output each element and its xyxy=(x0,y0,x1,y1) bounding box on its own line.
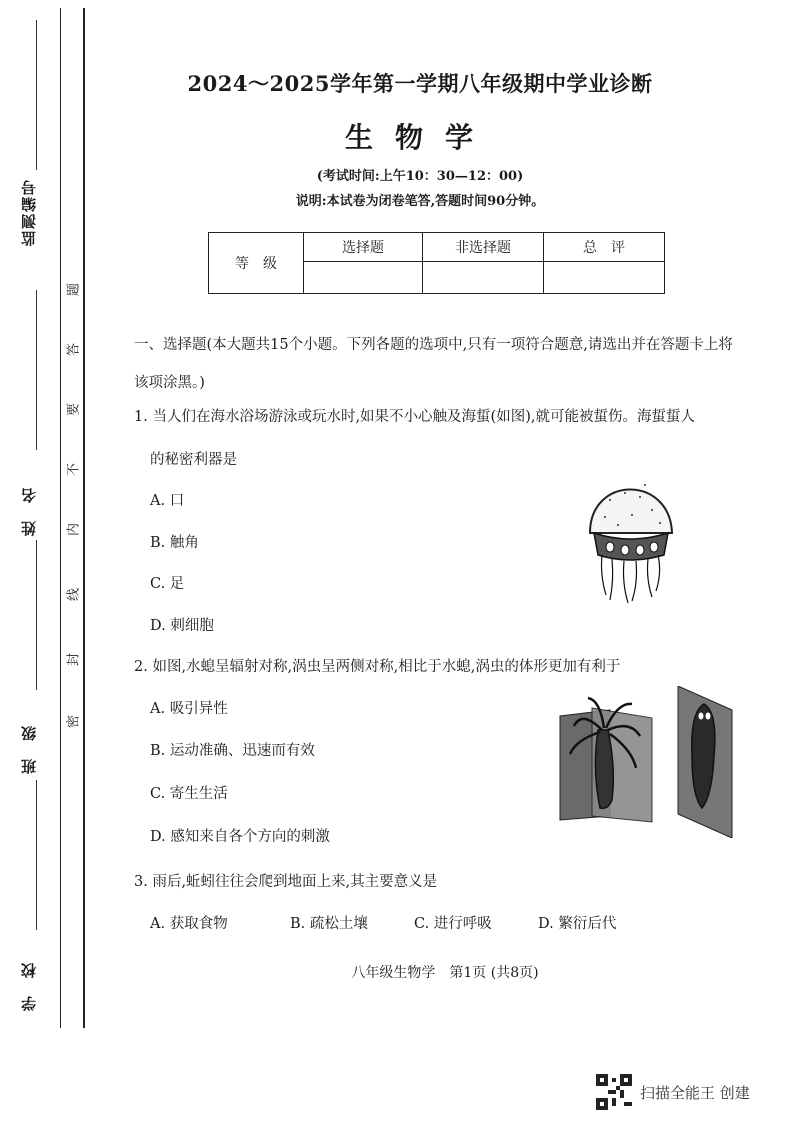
fill-line-school xyxy=(36,780,37,930)
seal-char: 不 xyxy=(66,463,82,477)
hydra-illustration xyxy=(552,690,656,826)
qr-code-icon xyxy=(596,1074,632,1110)
grade-table xyxy=(208,232,665,294)
seal-char: 密 xyxy=(66,715,82,729)
grade-row-label: 等 级 xyxy=(209,233,304,294)
label-school: 学校 xyxy=(20,945,38,1011)
label-name: 姓名 xyxy=(20,470,38,536)
question-1-stem: 1. 当人们在海水浴场游泳或玩水时,如果不小心触及海蜇(如图),就可能被蜇伤。海蜇蜇人 xyxy=(134,409,695,425)
page-footer: 八年级生物学 第1页 (共8页) xyxy=(351,965,539,981)
margin-line-outer xyxy=(60,8,61,1028)
grade-col-nonchoice: 非选择题 xyxy=(423,233,544,262)
question-2-option-b[interactable]: B. 运动准确、迅速而有效 xyxy=(150,743,315,759)
section-heading: 一、选择题(本大题共15个小题。下列各题的选项中,只有一项符合题意,请选出并在答题卡上将该项涂黑。) xyxy=(134,337,733,391)
seal-char: 线 xyxy=(66,588,82,602)
watermark-text: 扫描全能王 创建 xyxy=(640,1083,750,1102)
exam-time: (考试时间:上午10：30—12：00) xyxy=(316,169,524,184)
question-3-option-b[interactable]: B. 疏松土壤 xyxy=(290,916,368,932)
question-3-option-d[interactable]: D. 繁衍后代 xyxy=(538,916,617,932)
question-3-option-c[interactable]: C. 进行呼吸 xyxy=(414,916,492,932)
label-class: 班级 xyxy=(20,708,38,774)
fill-line-class xyxy=(36,540,37,690)
seal-char: 题 xyxy=(66,283,82,297)
margin-line-inner xyxy=(83,8,85,1028)
seal-char: 封 xyxy=(66,653,82,667)
question-1-option-c[interactable]: C. 足 xyxy=(150,576,185,592)
question-1-option-a[interactable]: A. 口 xyxy=(150,493,185,509)
seal-char: 答 xyxy=(66,343,82,357)
fill-line-monitor-number xyxy=(36,20,37,170)
question-1-stem-cont: 的秘密利器是 xyxy=(150,452,237,468)
question-2-option-a[interactable]: A. 吸引异性 xyxy=(150,701,228,717)
question-1-option-d[interactable]: D. 刺细胞 xyxy=(150,618,214,634)
fill-line-name xyxy=(36,290,37,450)
grade-cell-total[interactable] xyxy=(544,262,665,294)
question-3-option-a[interactable]: A. 获取食物 xyxy=(150,916,228,932)
planarian-illustration xyxy=(674,686,736,838)
seal-char: 要 xyxy=(66,403,82,417)
scanner-watermark xyxy=(596,1074,750,1110)
grade-cell-nonchoice[interactable] xyxy=(423,262,544,294)
question-3-stem: 3. 雨后,蚯蚓往往会爬到地面上来,其主要意义是 xyxy=(134,874,438,890)
grade-col-choice: 选择题 xyxy=(304,233,423,262)
question-2-stem: 2. 如图,水螅呈辐射对称,涡虫呈两侧对称,相比于水螅,涡虫的体形更加有利于 xyxy=(134,659,621,675)
question-2-option-d[interactable]: D. 感知来自各个方向的刺激 xyxy=(150,829,330,845)
jellyfish-illustration xyxy=(580,455,680,605)
exam-title: 2024～2025学年第一学期八年级期中学业诊断 xyxy=(187,71,653,96)
grade-cell-choice[interactable] xyxy=(304,262,423,294)
label-monitor-number: 监测编号 xyxy=(20,178,38,246)
subject-title: 生物学 xyxy=(344,121,495,154)
binding-margin xyxy=(0,0,90,1040)
seal-char: 内 xyxy=(66,523,82,537)
question-2-option-c[interactable]: C. 寄生生活 xyxy=(150,786,228,802)
grade-col-total: 总 评 xyxy=(544,233,665,262)
question-1-option-b[interactable]: B. 触角 xyxy=(150,535,199,551)
exam-note: 说明:本试卷为闭卷笔答,答题时间90分钟。 xyxy=(295,194,545,209)
